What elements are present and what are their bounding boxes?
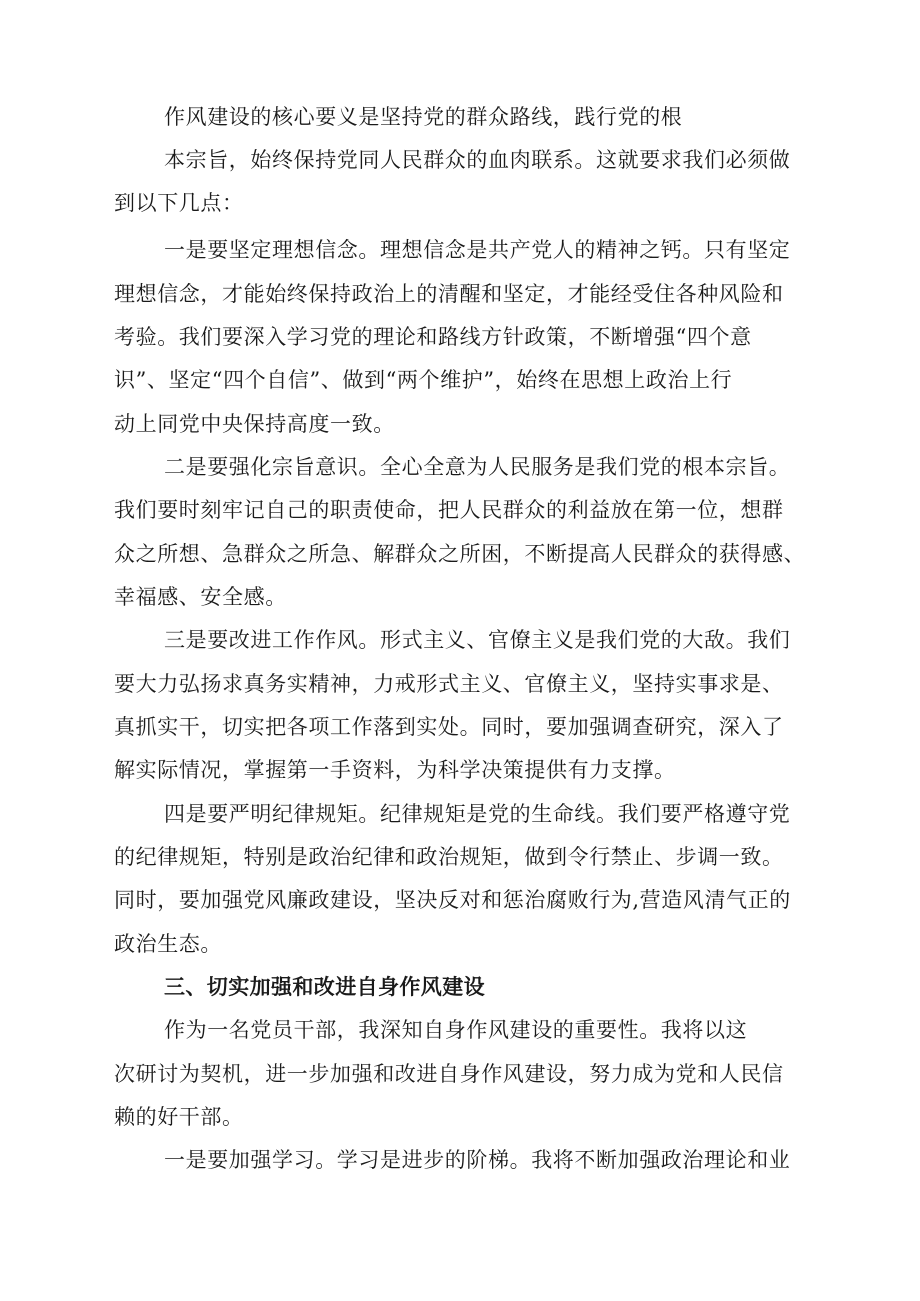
paragraph-line: 一是要坚定理想信念。理想信念是共产党人的精神之钙。只有坚定 bbox=[164, 238, 791, 262]
paragraph-line: 的纪律规矩，特别是政治纪律和政治规矩，做到令行禁止、步调一致。 bbox=[114, 845, 784, 869]
paragraph-line: 二是要强化宗旨意识。全心全意为人民服务是我们党的根本宗旨。 bbox=[164, 455, 791, 479]
paragraph-line: 赖的好干部。 bbox=[114, 1105, 244, 1129]
paragraph-line: 理想信念，才能始终保持政治上的清醒和坚定，才能经受住各种风险和 bbox=[114, 282, 784, 306]
paragraph-line: 作为一名党员干部，我深知自身作风建设的重要性。我将以这 bbox=[164, 1018, 748, 1042]
paragraph-line: 众之所想、急群众之所急、解群众之所困，不断提高人民群众的获得感、 bbox=[114, 542, 806, 566]
paragraph-line: 到以下几点： bbox=[114, 191, 244, 215]
paragraph-line: 识”、坚定“四个自信”、做到“两个维护”，始终在思想上政治上行 bbox=[114, 368, 733, 392]
paragraph-line: 要大力弘扬求真务实精神，力戒形式主义、官僚主义，坚持实事求是、 bbox=[114, 672, 784, 696]
paragraph-line: 四是要严明纪律规矩。纪律规矩是党的生命线。我们要严格遵守党 bbox=[164, 802, 791, 826]
section-heading: 三、切实加强和改进自身作风建设 bbox=[164, 975, 485, 999]
paragraph-line: 政治生态。 bbox=[114, 932, 222, 956]
paragraph-line: 我们要时刻牢记自己的职责使命，把人民群众的利益放在第一位，想群 bbox=[114, 498, 784, 522]
paragraph-line: 三是要改进工作作风。形式主义、官僚主义是我们党的大敌。我们 bbox=[164, 628, 791, 652]
paragraph-line: 作风建设的核心要义是坚持党的群众路线，践行党的根 bbox=[164, 105, 683, 129]
paragraph-line: 幸福感、安全感。 bbox=[114, 585, 287, 609]
paragraph-line: 本宗旨，始终保持党同人民群众的血肉联系。这就要求我们必须做 bbox=[164, 148, 791, 172]
paragraph-line: 考验。我们要深入学习党的理论和路线方针政策，不断增强“四个意 bbox=[114, 325, 752, 349]
paragraph-line: 真抓实干，切实把各项工作落到实处。同时，要加强调查研究，深入了 bbox=[114, 715, 784, 739]
paragraph-line: 同时，要加强党风廉政建设，坚决反对和惩治腐败行为,营造风清气正的 bbox=[114, 888, 791, 912]
paragraph-line: 动上同党中央保持高度一致。 bbox=[114, 412, 395, 436]
paragraph-line: 一是要加强学习。学习是进步的阶梯。我将不断加强政治理论和业 bbox=[164, 1148, 791, 1172]
paragraph-line: 次研讨为契机，进一步加强和改进自身作风建设，努力成为党和人民信 bbox=[114, 1062, 784, 1086]
paragraph-line: 解实际情况，掌握第一手资料，为科学决策提供有力支撑。 bbox=[114, 758, 676, 782]
